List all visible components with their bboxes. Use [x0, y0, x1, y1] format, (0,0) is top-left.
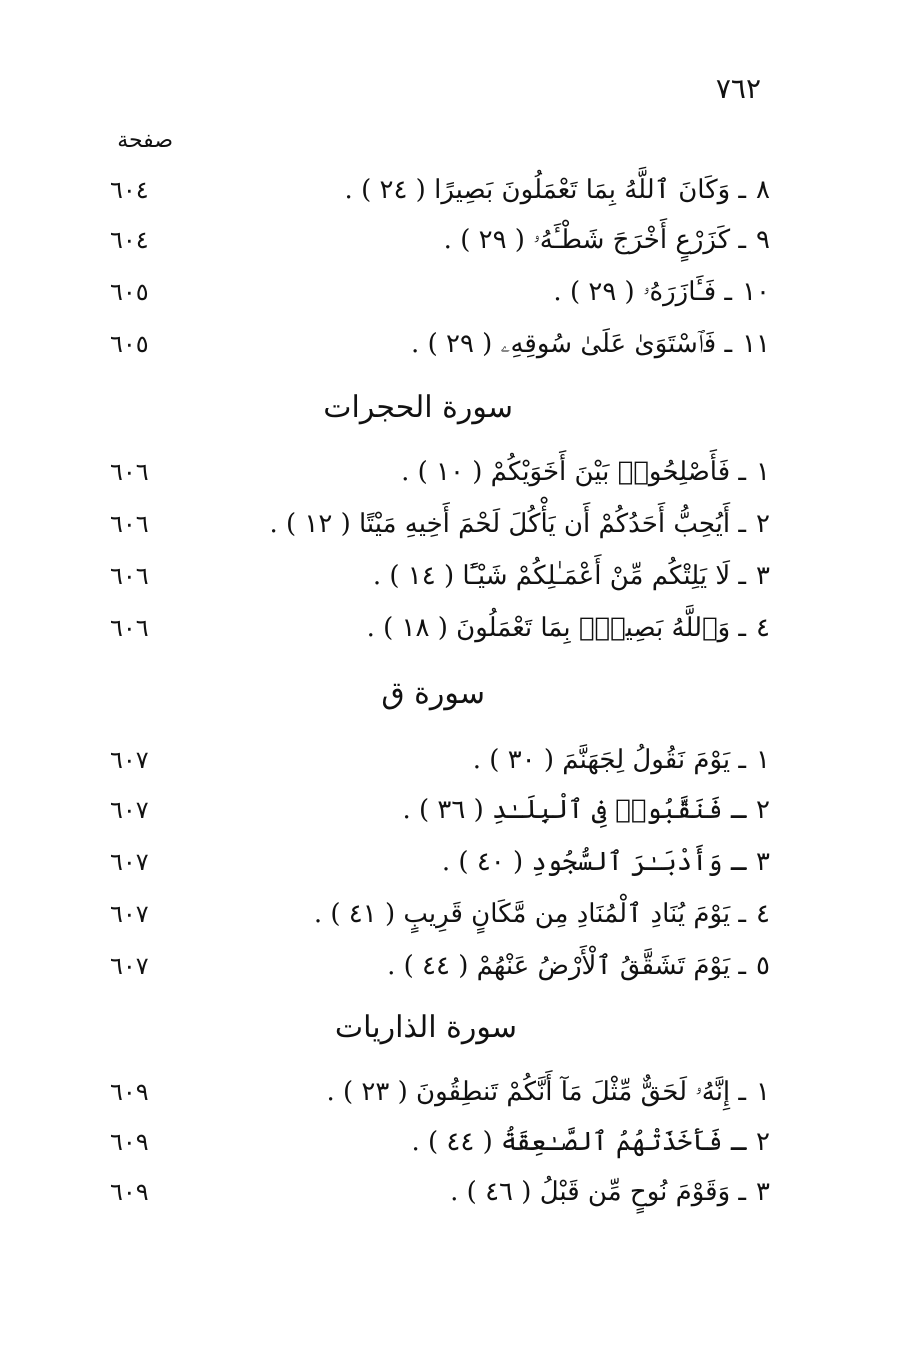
list-item: [110, 450, 770, 494]
page-reference: ٦٠٦: [110, 458, 149, 486]
verse-entry: [314, 892, 770, 936]
list-item: [110, 554, 770, 598]
verse-entry: [473, 738, 770, 782]
verse-text: ـ وَكَانَ ٱللَّهُ بِمَا تَعْمَلُونَ بَصِيرًا ( ٢٤ ) .: [344, 175, 747, 205]
item-number: ١: [756, 1077, 770, 1107]
verse-entry: [553, 270, 770, 314]
item-number: ٣: [756, 1177, 770, 1207]
surah-title: سورة ق: [381, 676, 485, 711]
page-reference: ٦٠٤: [110, 226, 149, 254]
item-number: ٩: [756, 225, 770, 255]
page-reference: ٦٠٧: [110, 746, 149, 774]
verse-text: ـ فَـَٔازَرَهُۥ ( ٢٩ ) .: [553, 277, 733, 307]
verse-entry: [367, 606, 770, 650]
item-number: ١١: [742, 329, 770, 359]
item-number: ٣: [756, 847, 770, 877]
list-item: [110, 944, 770, 988]
page-reference: ٦٠٩: [110, 1078, 149, 1106]
item-number: ٤: [756, 613, 770, 643]
verse-entry: [442, 840, 770, 884]
list-item: [110, 1070, 770, 1114]
verse-entry: [411, 1120, 770, 1164]
page-reference: ٦٠٩: [110, 1178, 149, 1206]
item-number: ٢: [756, 1127, 770, 1157]
list-item: [110, 606, 770, 650]
list-item: [110, 502, 770, 546]
verse-text: ـ يَوْمَ يُنَادِ ٱلْمُنَادِ مِن مَّكَانٍ قَرِيبٍ ( ٤١ ) .: [313, 899, 747, 929]
verse-text: ـ يَوْمَ تَشَقَّقُ ٱلْأَرْضُ عَنْهُمْ ( ٤٤ ) .: [387, 951, 747, 981]
page-reference: ٦٠٧: [110, 952, 149, 980]
item-number: ٢: [756, 509, 770, 539]
list-item: [110, 1170, 770, 1214]
verse-text: ـ فَنَقَّبُوا۟ فِى ٱلْبِلَـٰدِ ( ٣٦ ) .: [402, 795, 747, 825]
verse-text: ـ فَأَخَذَتْهُمُ ٱلصَّـٰعِقَةُ ( ٤٤ ) .: [411, 1127, 747, 1157]
list-item: [110, 1120, 770, 1164]
page-reference: ٦٠٦: [110, 614, 149, 642]
page-reference: ٦٠٦: [110, 562, 149, 590]
verse-text: ـ لَا يَلِتْكُم مِّنْ أَعْمَـٰلِكُمْ شَيْـًٔا ( ١٤ ) .: [372, 561, 747, 591]
item-number: ١: [756, 457, 770, 487]
verse-text: ـ فَٱسْتَوَىٰ عَلَىٰ سُوقِهِۦ ( ٢٩ ) .: [411, 329, 733, 359]
page-reference: ٦٠٧: [110, 900, 149, 928]
verse-entry: [450, 1170, 770, 1214]
verse-text: ـ إِنَّهُۥ لَحَقٌّ مِّثْلَ مَآ أَنَّكُمْ تَنطِقُونَ ( ٢٣ ) .: [326, 1077, 747, 1107]
page-reference: ٦٠٥: [110, 278, 149, 306]
verse-entry: [269, 502, 770, 546]
item-number: ٣: [756, 561, 770, 591]
verse-text: ـ وَٱللَّهُ بَصِيرٌۢ بِمَا تَعْمَلُونَ ( ١٨ ) .: [366, 613, 747, 643]
page-number: ٧٦٢: [715, 72, 761, 105]
item-number: ٢: [756, 795, 770, 825]
list-item: [110, 270, 770, 314]
page-reference: ٦٠٦: [110, 510, 149, 538]
verse-text: ـ فَأَصْلِحُوا۟ بَيْنَ أَخَوَيْكُمْ ( ١٠ ) .: [401, 457, 747, 487]
page-reference: ٦٠٧: [110, 796, 149, 824]
verse-entry: [326, 1070, 770, 1114]
verse-entry: [402, 788, 770, 832]
verse-entry: [345, 168, 770, 212]
page-reference: ٦٠٩: [110, 1128, 149, 1156]
verse-entry: [387, 944, 770, 988]
item-number: ١: [756, 745, 770, 775]
verse-entry: [411, 322, 770, 366]
verse-entry: [401, 450, 770, 494]
verse-text: ـ وَأَدْبَـٰرَ ٱلسُّجُودِ ( ٤٠ ) .: [441, 847, 747, 877]
column-header-page: صفحة: [117, 128, 173, 153]
list-item: [110, 788, 770, 832]
page-reference: ٦٠٤: [110, 176, 149, 204]
list-item: [110, 840, 770, 884]
list-item: [110, 168, 770, 212]
verse-entry: [444, 218, 770, 262]
verse-text: ـ كَزَرْعٍ أَخْرَجَ شَطْـَٔهُۥ ( ٢٩ ) .: [443, 225, 747, 255]
surah-title: سورة الحجرات: [323, 390, 513, 425]
verse-text: ـ أَيُحِبُّ أَحَدُكُمْ أَن يَأْكُلَ لَحْمَ أَخِيهِ مَيْتًا ( ١٢ ) .: [269, 509, 747, 539]
item-number: ٨: [756, 175, 770, 205]
page-reference: ٦٠٧: [110, 848, 149, 876]
list-item: [110, 738, 770, 782]
item-number: ١٠: [742, 277, 770, 307]
list-item: [110, 218, 770, 262]
verse-text: ـ يَوْمَ نَقُولُ لِجَهَنَّمَ ( ٣٠ ) .: [472, 745, 747, 775]
verse-text: ـ وَقَوْمَ نُوحٍ مِّن قَبْلُ ( ٤٦ ) .: [450, 1177, 747, 1207]
list-item: [110, 892, 770, 936]
surah-title: سورة الذاريات: [334, 1010, 517, 1045]
list-item: [110, 322, 770, 366]
item-number: ٤: [756, 899, 770, 929]
page-reference: ٦٠٥: [110, 330, 149, 358]
item-number: ٥: [756, 951, 770, 981]
verse-entry: [373, 554, 770, 598]
